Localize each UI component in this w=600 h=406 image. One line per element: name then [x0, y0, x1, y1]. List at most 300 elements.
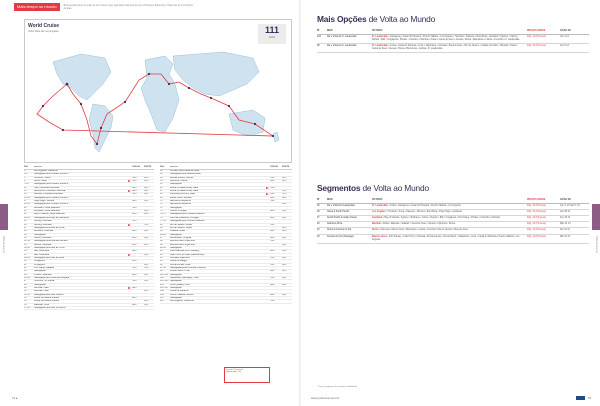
header-day: DIA	[24, 166, 28, 168]
marker-slot	[266, 294, 270, 296]
itinerary-depart	[282, 260, 292, 262]
itinerary-arrive	[270, 297, 282, 299]
cruise-number: 27	[317, 216, 320, 219]
itinerary-arrive	[132, 210, 144, 212]
cruise-number: 104	[317, 35, 321, 38]
cruise-number: 29	[317, 210, 320, 213]
marker-slot	[266, 207, 270, 209]
marker-slot	[266, 300, 270, 302]
itinerary-port: Navegação	[170, 246, 182, 249]
itinerary-depart: 6pm	[282, 283, 287, 286]
itinerary-day: 43	[24, 270, 27, 273]
itinerary-port: Honolulu, Havaí	[34, 176, 51, 179]
itinerary-depart	[282, 254, 292, 256]
itinerary-port: Mykonos, Grécia	[170, 180, 188, 183]
right-page-footer	[311, 396, 591, 400]
itinerary-day: 14-16	[24, 196, 30, 199]
itinerary-arrive: 8am	[132, 190, 137, 193]
itinerary-day: 31-32	[24, 240, 30, 243]
itinerary-day: 56	[24, 303, 27, 306]
itinerary-depart: 6pm	[144, 243, 149, 246]
itinerary-port: Los Angeles, Califórnia	[34, 170, 58, 172]
itinerary-depart: 6pm	[144, 290, 149, 293]
itinerary-arrive: 8am	[132, 213, 137, 216]
marker-slot	[128, 237, 132, 239]
marker-slot	[128, 284, 132, 286]
route-ports: • Florença • Monte Carlo • Barcelona • Lisboa • Funchal • Rio de Janeiro • Buenos Aires	[378, 229, 469, 232]
itinerary-port: Cruzeiro pelo Canal de Suez	[170, 170, 200, 172]
route-ports: • Honolulu • Kona • Papeete • Moorea • Bora Bora • Pago Pago • Auckland	[385, 210, 462, 213]
marker-slot	[266, 274, 270, 276]
itinerary-port: Florença (Livorno), Itália	[170, 193, 195, 196]
world-cruise-map	[24, 19, 292, 163]
itinerary-depart: 5pm	[144, 253, 149, 256]
itinerary-day: 83	[160, 226, 163, 229]
itinerary-arrive	[132, 300, 144, 302]
marker-slot	[128, 170, 132, 172]
side-label-left: Volta ao Mundo	[2, 236, 5, 253]
right-page	[303, 0, 591, 406]
itinerary-depart	[144, 217, 154, 219]
itinerary-depart: 5pm	[144, 280, 149, 283]
right-page-number: 75	[587, 396, 591, 400]
itinerary-port: Cairns, Austrália	[34, 236, 51, 239]
port-dot	[272, 135, 274, 137]
port-dot	[254, 123, 256, 125]
itinerary-port: Funchal (Madeira), Portugal	[170, 216, 199, 219]
header-depart: PARTE	[144, 166, 152, 168]
itinerary-day: 93	[160, 253, 163, 256]
marker-slot	[266, 237, 270, 239]
cruise-price-link[interactable]: Pág. 13 (Princess)	[527, 229, 546, 232]
marker-slot	[266, 177, 270, 179]
itinerary-arrive: 8am	[270, 210, 275, 213]
marker-slot	[266, 180, 270, 182]
itinerary-day: 92	[160, 250, 163, 253]
marker-slot	[266, 173, 270, 175]
itinerary-arrive	[132, 290, 144, 292]
marker-slot	[266, 247, 270, 249]
itinerary-arrive: 7am	[270, 186, 275, 189]
itinerary-arrive: 8am	[270, 236, 275, 239]
itinerary-port: Navegação pelo Mar de Coral	[34, 226, 65, 229]
itinerary-arrive	[132, 183, 144, 185]
page-gutter	[299, 0, 301, 406]
itinerary-port: Auckland, Nova Zelândia	[34, 210, 60, 213]
itinerary-arrive	[132, 173, 144, 175]
header-arrive: CHEGA	[132, 166, 140, 168]
itinerary-port: Navegação	[170, 297, 182, 300]
marker-slot	[266, 284, 270, 286]
cruise-sail-date: Abr 19 13	[560, 229, 570, 232]
itinerary-day: 42	[24, 266, 27, 269]
header-days: DIAS	[327, 199, 333, 201]
segments-table	[317, 199, 589, 244]
itinerary-port: Buenos Aires, Argentina	[170, 240, 195, 243]
cruise-price-link[interactable]: Pág. 13 (Princess)	[527, 223, 546, 226]
itinerary-port: Navegação	[170, 280, 182, 283]
itinerary-day: 25	[24, 220, 27, 223]
cruise-price-link[interactable]: Pág. 13 (Princess)	[527, 204, 546, 207]
marker-slot	[128, 267, 132, 269]
cruise-days: Havaí & South Pacific	[327, 210, 350, 213]
itinerary-arrive	[270, 234, 282, 236]
cruise-route	[372, 36, 527, 42]
route-start-port: Buenos Aires	[372, 235, 387, 238]
itinerary-arrive: 8am	[270, 196, 275, 199]
cruise-sail-date: Jan 28 13	[560, 210, 571, 213]
itinerary-port: Navegação pelo Oceano Pacífico	[34, 196, 69, 199]
itinerary-day: 68	[160, 193, 163, 196]
itinerary-arrive	[270, 170, 282, 172]
more-options-rows	[317, 35, 589, 54]
days-badge	[258, 24, 286, 46]
itinerary-depart: 7pm	[144, 223, 149, 226]
itinerary-port: Navegação	[170, 206, 182, 209]
itinerary-depart: 7pm	[282, 193, 287, 196]
marker-slot	[128, 244, 132, 246]
itinerary-depart: 5pm	[282, 216, 287, 219]
port-dot	[124, 101, 126, 103]
itinerary-port: Brisbane, Austrália	[34, 230, 54, 233]
cruise-sail-date: Fev 25 13	[560, 216, 571, 219]
itinerary-depart	[144, 197, 154, 199]
itinerary-port: Bora Bora, Polinésia Francesa	[34, 190, 66, 193]
itinerary-arrive	[270, 183, 282, 185]
itinerary-port: Dubai, Emirados Árabes	[34, 297, 59, 300]
itinerary-day: 89	[160, 243, 163, 246]
itinerary-depart: 6pm	[282, 263, 287, 266]
itinerary-port: Bali, Indonésia	[34, 253, 50, 256]
itinerary-port: Navegação pelo Oceano Pacífico	[34, 203, 69, 206]
itinerary-day: 21	[24, 210, 27, 213]
itinerary-depart: 7pm	[282, 190, 287, 193]
itinerary-depart	[144, 207, 154, 209]
itinerary-arrive	[270, 190, 282, 192]
cruise-days: America do Sul (Santiago)	[327, 235, 354, 238]
itinerary-port: Navegação pelo Oceano Pacífico	[34, 173, 69, 176]
itinerary-arrive: 7am	[270, 300, 275, 303]
itinerary-day: 5	[24, 176, 26, 179]
marker-slot	[266, 227, 270, 229]
itinerary-depart	[282, 247, 292, 249]
itinerary-day: 94	[160, 256, 163, 259]
package-note-box	[224, 367, 270, 383]
itinerary-day: 7-10	[24, 183, 29, 186]
itinerary-port: Pago Pago, Samoa	[34, 200, 54, 203]
itinerary-day: 66	[160, 186, 163, 189]
marker-slot	[128, 183, 132, 185]
itinerary-depart	[144, 270, 154, 272]
itinerary-arrive: 8am	[132, 260, 137, 263]
itinerary-day: 61	[160, 170, 163, 172]
itinerary-port: Navegação	[170, 183, 182, 186]
port-dot	[148, 73, 150, 75]
itinerary-rows-2	[160, 170, 292, 304]
itinerary-depart	[282, 280, 292, 282]
cruise-row	[317, 44, 589, 53]
header-num: Nº	[317, 30, 320, 32]
cruise-number: 35	[317, 204, 320, 207]
cruise-sail-date: Mai 13 13	[560, 235, 571, 238]
marker-slot	[128, 297, 132, 299]
itinerary-day: 96	[160, 263, 163, 266]
cruise-price-link[interactable]: Pág. 13 (Princess)	[527, 35, 546, 38]
cruise-price-link[interactable]: Pág. 13 (Princess)	[527, 235, 546, 238]
itinerary-port: Buenos Aires, Argentina	[170, 243, 195, 246]
header-arrive: CHEGA	[270, 166, 278, 168]
itinerary-column-2	[160, 166, 292, 304]
itinerary-port: Puerto Montt, Chile	[170, 270, 190, 273]
itinerary-port: Montevidéu, Uruguai	[170, 236, 192, 239]
itinerary-port: Bali, Indonésia	[34, 250, 50, 253]
footnote: * Veja as páginas de cruzeiros individuais	[317, 386, 358, 388]
itinerary-port: Navegação pelo Mar Vermelho	[34, 307, 66, 310]
itinerary-day: 87	[160, 236, 163, 239]
itinerary-day: 49	[24, 287, 27, 290]
itinerary-depart	[144, 240, 154, 242]
itinerary-port: Sydney, Austrália	[34, 223, 52, 226]
itinerary-day: 11	[24, 186, 27, 189]
marker-slot	[266, 280, 270, 282]
itinerary-arrive	[132, 203, 144, 205]
itinerary-depart: 6pm	[144, 300, 149, 303]
itinerary-arrive	[132, 294, 144, 296]
cruise-price-link[interactable]: Pág. 13 (Princess)	[527, 216, 546, 219]
itinerary-arrive	[132, 217, 144, 219]
more-options-table	[317, 30, 589, 53]
itinerary-depart: 5pm	[144, 210, 149, 213]
route-start-port: Ft. Lauderdale	[372, 35, 388, 38]
itinerary-day: 74-75	[160, 213, 166, 216]
marker-slot	[128, 210, 132, 212]
port-dot	[188, 87, 190, 89]
itinerary-port: Port Klang, Malásia	[34, 266, 54, 269]
itinerary-port: Cingapura	[34, 263, 45, 266]
itinerary-arrive: 8am	[132, 200, 137, 203]
marker-slot	[128, 277, 132, 279]
itinerary-arrive	[132, 240, 144, 242]
itinerary-day: 95	[160, 260, 163, 263]
itinerary-arrive	[132, 254, 144, 256]
cruise-sail-date: Jan 4 13	[560, 35, 569, 38]
itinerary-depart: 5pm	[144, 200, 149, 203]
marker-slot	[128, 177, 132, 179]
itinerary-depart	[282, 224, 292, 226]
itinerary-port: Valparaíso (Santiago), Chile	[170, 277, 199, 279]
cruise-route	[372, 229, 527, 232]
cruise-number: 98	[317, 44, 320, 47]
itinerary-arrive: 8am	[132, 287, 137, 290]
itinerary-arrive	[132, 197, 144, 199]
itinerary-port: Phuket, Tailândia	[34, 273, 52, 276]
itinerary-arrive	[132, 224, 144, 226]
itinerary-port: Dubai, Emirados Árabes	[34, 300, 59, 303]
cruise-days: África & América do Sul	[327, 229, 352, 232]
itinerary-arrive: 8am	[132, 236, 137, 239]
route-ports: • Port Stanley • Cabo Horn • Ushuaia • Punta Arenas • Puerto Montt • Valparaíso • Lima • Canal do Panamá • Puerto Vallarta • Los Angeles	[372, 235, 520, 241]
itinerary-depart	[282, 290, 292, 292]
itinerary-arrive	[132, 264, 144, 266]
marker-slot	[128, 300, 132, 302]
route-start-port: Ft. Lauderdale	[372, 204, 388, 207]
itinerary-day: 2-4	[24, 173, 28, 176]
cruise-route	[372, 217, 527, 220]
itinerary-port: Navegação pelo Mediterrâneo	[170, 173, 201, 176]
header-day: DIA	[160, 166, 164, 168]
footer-url[interactable]: www.princess.com.br	[311, 396, 340, 400]
itinerary-depart	[282, 274, 292, 276]
header-route: ROTEIRO	[372, 199, 383, 201]
header-num: Nº	[317, 199, 320, 201]
cruise-sail-date: Jan 4, 13 Jan 5, 13	[560, 204, 580, 207]
itinerary-day: 82	[160, 223, 163, 226]
itinerary-day: 97-98	[160, 266, 166, 269]
itinerary-day: 102	[160, 277, 164, 279]
port-dot	[100, 127, 102, 129]
itinerary-port: Cingapura	[34, 260, 45, 263]
highlight-marker-icon	[128, 254, 132, 256]
itinerary-depart: 6pm	[282, 176, 287, 179]
marker-slot	[128, 307, 132, 309]
itinerary-day: 71	[160, 203, 163, 206]
section2-title	[317, 183, 429, 193]
marker-slot	[266, 254, 270, 256]
route-ports: • Cartagena • Canal do Panamá • Puerto Vallarta • Los Angeles • Honolulu • Papeete • Bora Bora • Auckland • Sydney • Cairns • Darwin • Bali • Cingapura • Phuket • Colombo • Mumbai • Dubai • Canal de Suez • Atenas • Roma • Barcelona • Lisboa • Funchal • Ft. Lauderdale	[372, 35, 520, 41]
marker-slot	[266, 190, 270, 192]
marker-slot	[266, 240, 270, 242]
itinerary-arrive	[132, 277, 144, 279]
marker-slot	[266, 277, 270, 279]
itinerary-depart	[282, 234, 292, 236]
itinerary-day: 44	[24, 273, 27, 276]
port-dot	[168, 83, 170, 85]
itinerary-depart	[282, 300, 292, 302]
itinerary-arrive	[132, 227, 144, 229]
itinerary-depart: 5pm	[282, 230, 287, 233]
itinerary-port: Canal de Beagle	[170, 260, 187, 263]
port-dot	[80, 103, 82, 105]
itinerary-day: 63	[160, 176, 163, 179]
marker-slot	[128, 234, 132, 236]
cruise-route	[372, 45, 527, 51]
itinerary-day: 62	[160, 173, 163, 176]
header-port: PORTO	[34, 166, 42, 168]
itinerary-day: 18-19	[24, 203, 30, 206]
cruise-days: Ida e Volta de Ft. Lauderdale	[327, 35, 357, 38]
marker-slot	[128, 264, 132, 266]
itinerary-day: 48	[24, 283, 27, 286]
itinerary-day: 57-60	[24, 307, 30, 310]
itinerary-day: 69	[160, 196, 163, 199]
itinerary-depart	[144, 250, 154, 252]
itinerary-depart: 5pm	[144, 273, 149, 276]
itinerary-day: 100-101	[160, 273, 169, 276]
highlight-marker-icon	[128, 287, 132, 289]
itinerary-port: Los Angeles, Califórnia	[170, 300, 194, 303]
itinerary-port: Navegação	[170, 273, 182, 276]
itinerary-depart: 6pm	[282, 277, 287, 279]
itinerary-arrive: 8am	[132, 303, 137, 306]
highlight-marker-icon	[128, 190, 132, 192]
itinerary-depart: 5pm	[282, 256, 287, 259]
itinerary-arrive	[270, 227, 282, 229]
itinerary-day: 40	[24, 260, 27, 263]
itinerary-arrive	[132, 270, 144, 272]
cruise-price-link[interactable]: Pág. 13 (Princess)	[527, 44, 546, 47]
marker-slot	[128, 203, 132, 205]
itinerary-port: Ilhas Malvinas (Port Stanley)	[170, 250, 200, 253]
itinerary-arrive: 7am	[270, 176, 275, 179]
marker-slot	[266, 234, 270, 236]
marker-slot	[266, 270, 270, 272]
marker-slot	[266, 250, 270, 252]
itinerary-depart: 6pm	[282, 226, 287, 229]
section2-title-accent: Segmentos	[317, 183, 361, 193]
marker-slot	[266, 257, 270, 259]
marker-slot	[128, 247, 132, 249]
itinerary-day: 1	[24, 170, 26, 172]
cruise-number: 24	[317, 229, 320, 232]
marker-slot	[266, 213, 270, 215]
itinerary-day: 77-81	[160, 220, 166, 223]
port-dot	[42, 105, 44, 107]
itinerary-day: 47	[24, 280, 27, 283]
itinerary-port: Navegação pelo Mar de Java	[34, 256, 64, 259]
itinerary-day: 110	[160, 297, 164, 300]
itinerary-day: 28	[24, 230, 27, 233]
marker-slot	[266, 210, 270, 212]
marker-slot	[128, 230, 132, 232]
cruise-price-link[interactable]: Pág. 13 (Princess)	[527, 210, 546, 213]
marker-slot	[128, 250, 132, 252]
marker-slot	[128, 294, 132, 296]
port-dot	[96, 143, 98, 145]
itinerary-port: Cabo Horn (cruzeiro panorâmico)	[170, 253, 205, 256]
itinerary-port: Navegação pelo Oceano Atlântico	[170, 213, 205, 216]
map-title: World Cruise	[28, 23, 60, 29]
route-start-port: Los Angeles	[372, 210, 386, 213]
itinerary-arrive	[132, 284, 144, 286]
section1-title	[317, 14, 435, 24]
cruise-row	[317, 35, 589, 44]
itinerary-port: Navegação pela Grande Barreira	[34, 240, 68, 243]
itinerary-day: 64	[160, 180, 163, 183]
itinerary-port: Mascate, Omã	[34, 303, 49, 306]
itinerary-depart	[282, 287, 292, 289]
itinerary-day: 84	[160, 230, 163, 233]
cruise-days: Ida e Volta de Ft. Lauderdale	[327, 44, 357, 47]
itinerary-port: Ushuaia, Argentina	[170, 256, 190, 259]
left-page-number: 74 ▸	[12, 396, 18, 400]
itinerary-day: 108	[160, 290, 164, 293]
itinerary-depart	[144, 173, 154, 175]
itinerary-day: 12	[24, 190, 27, 193]
days-number: 111	[264, 25, 280, 35]
itinerary-port: Taiti, Polinésia Francesa	[34, 186, 59, 189]
itinerary-port: Canal do Panamá	[170, 290, 189, 293]
package-note-title: Pacote Princess®	[226, 369, 244, 371]
section-tab-left	[0, 204, 8, 230]
itinerary-depart	[144, 170, 154, 172]
itinerary-arrive	[270, 287, 282, 289]
marker-slot	[266, 200, 270, 202]
header-sail: SAÍDA DE	[560, 30, 571, 32]
itinerary-day: 26	[24, 223, 27, 226]
marker-slot	[128, 240, 132, 242]
cruise-route	[372, 205, 527, 208]
itinerary-depart	[144, 227, 154, 229]
